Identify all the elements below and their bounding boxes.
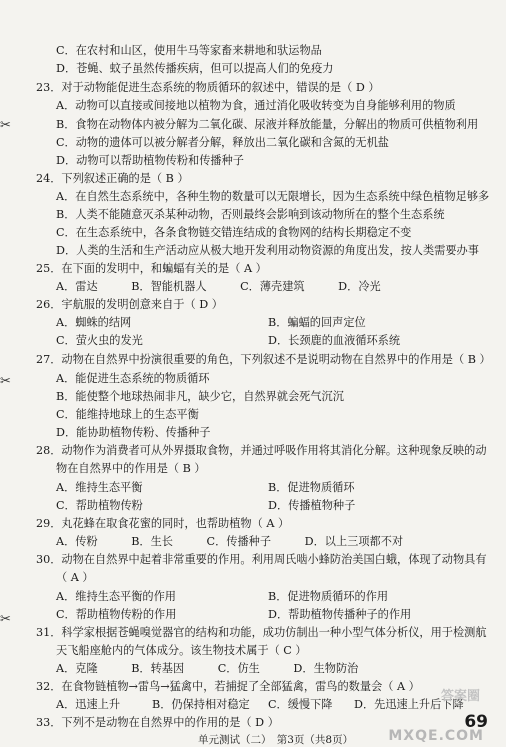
question-25: 25．在下面的发明中，和蝙蝠有关的是（ A ） [36, 262, 267, 275]
option-d: D．先迅速上升后下降 [354, 698, 464, 711]
watermark-url: MXQE.COM [388, 728, 484, 744]
question-30: 30．动物在自然界中起着非常重要的作用。利用周氏啮小蜂防治美国白蛾，体现了动物具有 [36, 553, 487, 566]
option-d: D．传播植物种子 [268, 499, 356, 512]
option-c: C．帮助植物传粉 [56, 499, 143, 512]
page-footer: 单元测试（二） 第3页（共8页） [198, 734, 354, 746]
option-a: A．迅速上升 [56, 698, 121, 711]
option-line: D．能协助植物传粉、传播种子 [56, 426, 211, 439]
option-line: C．在生态系统中，各条食物链交错连结成的食物网的结构长期稳定不变 [56, 226, 412, 239]
option-line: C．在农村和山区，使用牛马等家畜来耕地和驮运物品 [56, 44, 322, 57]
option-line: D．人类的生活和生产活动应从极大地开发利用动物资源的角度出发，按人类需要办事 [56, 244, 479, 257]
scissors-icon: ✂ [0, 374, 11, 389]
option-d: D．帮助植物传播种子的作用 [268, 608, 412, 621]
question-31: 31．科学家根据苍蝇嗅觉器官的结构和功能，成功仿制出一种小型气体分析仪，用于检测航 [36, 626, 487, 639]
option-b: B．仍保持相对稳定 [152, 698, 250, 711]
option-line: A．动物可以直接或间接地以植物为食，通过消化吸收转变为自身能够利用的物质 [56, 99, 456, 112]
scissors-icon: ✂ [0, 118, 11, 133]
option-b: B．促进物质循环的作用 [268, 590, 389, 603]
option-c: C．帮助植物传粉的作用 [56, 608, 177, 621]
option-b: B．促进物质循环 [268, 481, 355, 494]
option-line: A．传粉 B．生长 C．传播种子 D．以上三项都不对 [56, 535, 404, 548]
option-c: C．缓慢下降 [268, 698, 333, 711]
option-d: D．长颈鹿的血液循环系统 [268, 334, 401, 347]
option-line: A．在自然生态系统中，各种生物的数量可以无限增长，因为生态系统中绿色植物足够多 [56, 190, 490, 203]
question-31-cont: 天飞船座舱内的气体成分。该生物技术属于（ C ） [56, 644, 307, 657]
page-number: 69 [464, 712, 488, 732]
option-line: B．食物在动物体内被分解为二氧化碳、尿液并释放能量，分解出的物质可供植物利用 [56, 118, 479, 131]
option-line: A．克隆 B．转基因 C．仿生 D．生物防治 [56, 662, 359, 675]
option-c: C．萤火虫的发光 [56, 334, 143, 347]
option-line: A．能促进生态系统的物质循环 [56, 372, 210, 385]
option-line: B．能使整个地球热闹非凡，缺少它，自然界就会死气沉沉 [56, 390, 344, 403]
option-a: A．维持生态平衡的作用 [56, 590, 176, 603]
option-b: B．蝙蝠的回声定位 [268, 316, 366, 329]
watermark-logo: 答案圈 [440, 689, 480, 704]
question-26: 26．宇航服的发明创意来自于（ D ） [36, 298, 223, 311]
option-line: B．人类不能随意灭杀某种动物，否则最终会影响到该动物所在的整个生态系统 [56, 208, 445, 221]
question-29: 29．丸花蜂在取食花蜜的同时，也帮助植物（ A ） [36, 517, 290, 530]
option-line: D．苍蝇、蚊子虽然传播疾病，但可以提高人们的免疫力 [56, 62, 334, 75]
question-33: 33．下列不是动物在自然界中的作用的是（ D ） [36, 716, 279, 729]
option-line: D．动物可以帮助植物传粉和传播种子 [56, 154, 244, 167]
question-32: 32．在食物链植物→雷鸟→猛禽中，若捕捉了全部猛禽，雷鸟的数量会（ A ） [36, 680, 420, 693]
option-line: C．能维持地球上的生态平衡 [56, 408, 199, 421]
scissors-icon: ✂ [0, 612, 11, 627]
option-line: A．雷达 B．智能机器人 C．薄壳建筑 D．冷光 [56, 280, 381, 293]
question-28: 28．动物作为消费者可从外界摄取食物，并通过呼吸作用将其消化分解。这种现象反映的动 [36, 444, 487, 457]
option-a: A．蜘蛛的结网 [56, 316, 132, 329]
option-line: C．动物的遗体可以被分解者分解，释放出二氧化碳和含氮的无机盐 [56, 136, 389, 149]
question-24: 24．下列叙述正确的是（ B ） [36, 172, 189, 185]
question-27: 27．动物在自然界中扮演很重要的角色，下列叙述不是说明动物在自然界中的作用是（ B ） [36, 353, 491, 366]
question-23: 23．对于动物能促进生态系统的物质循环的叙述中，错误的是（ D ） [36, 81, 380, 94]
question-28-cont: 物在自然界中的作用是（ B ） [56, 462, 206, 475]
option-a: A．维持生态平衡 [56, 481, 143, 494]
question-30-cont: （ A ） [56, 571, 94, 584]
